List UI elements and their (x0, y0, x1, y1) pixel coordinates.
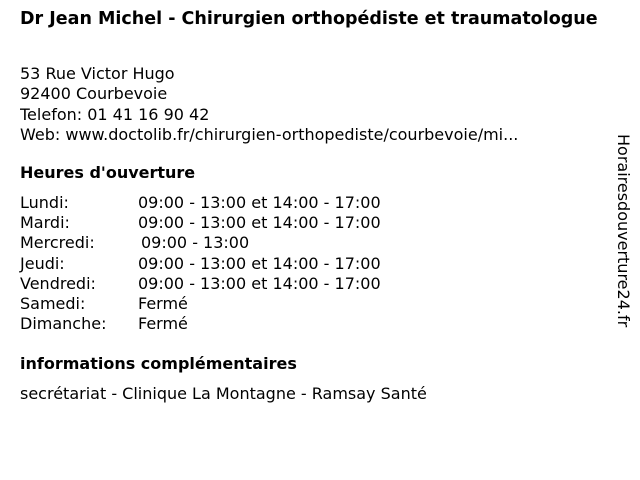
page-title: Dr Jean Michel - Chirurgien orthopédiste et traumatologue (20, 9, 598, 29)
day-label: Vendredi: (20, 273, 96, 293)
day-label: Lundi: (20, 193, 69, 212)
hours-row-wednesday (20, 233, 381, 253)
day-hours: 09:00 - 13:00 (141, 233, 250, 253)
day-label: Dimanche: (20, 314, 107, 334)
hours-row-sunday (20, 314, 381, 334)
day-label: Samedi: (20, 294, 86, 314)
additional-info-text: secrétariat - Clinique La Montagne - Ramsay Santé (20, 384, 427, 403)
day-label: Mardi: (20, 213, 70, 233)
site-watermark: Horairesdouverture24.fr (614, 134, 633, 328)
hours-row-saturday (20, 294, 381, 314)
phone-number[interactable]: Telefon: 01 41 16 90 42 (20, 104, 210, 124)
additional-info-heading: informations complémentaires (20, 354, 297, 373)
hours-row-monday (20, 193, 381, 213)
opening-hours-table (20, 193, 381, 334)
day-label: Mercredi: (20, 233, 95, 253)
day-label: Jeudi: (20, 253, 65, 273)
day-hours: 09:00 - 13:00 et 14:00 - 17:00 (138, 213, 381, 233)
day-hours: 09:00 - 13:00 et 14:00 - 17:00 (138, 253, 381, 273)
address-block (20, 64, 610, 146)
opening-hours-heading: Heures d'ouverture (20, 163, 196, 182)
hours-row-thursday (20, 254, 381, 274)
hours-row-tuesday (20, 213, 381, 233)
day-hours: Fermé (138, 294, 188, 314)
street-address: 53 Rue Victor Hugo (20, 64, 175, 83)
website-link[interactable]: Web: www.doctolib.fr/chirurgien-orthopediste/courbevoie/mi... (20, 125, 519, 145)
city: 92400 Courbevoie (20, 84, 168, 104)
day-hours: 09:00 - 13:00 et 14:00 - 17:00 (138, 273, 381, 293)
hours-row-friday (20, 274, 381, 294)
day-hours: 09:00 - 13:00 et 14:00 - 17:00 (138, 193, 381, 212)
day-hours: Fermé (138, 314, 188, 334)
